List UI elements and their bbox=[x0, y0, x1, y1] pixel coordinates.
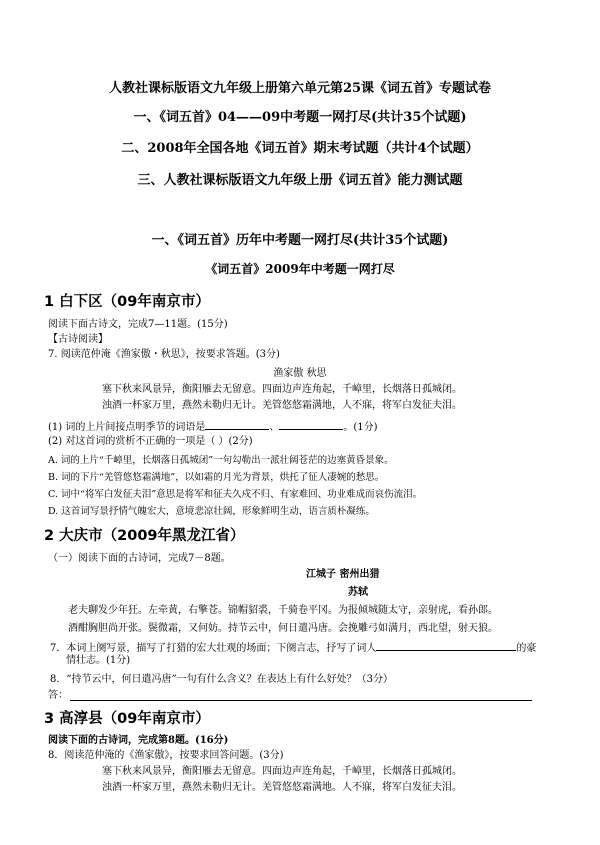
answer-line[interactable] bbox=[70, 690, 532, 701]
option-a: A. 词的上片“千嶂里，长烟落日孤城闭”一句勾勒出一派壮阔苍茫的边塞黄昏景象。 bbox=[48, 455, 394, 466]
section3-poem-line-1: 塞下秋来风景异，衡阳雁去无留意。四面边声连角起，千嶂里，长烟落日孤城闭。 bbox=[102, 766, 462, 777]
section3-poem-line-2: 浊酒一杯家万里，燕然未勒归无计。羌管悠悠霜满地。人不寐，将军白发征夫泪。 bbox=[102, 782, 462, 793]
option-b: B. 词的下片“羌管悠悠霜满地”，以如霜的月光为背景，烘托了征人凄婉的愁思。 bbox=[48, 472, 385, 483]
section3-question-8: 8．阅读范仲淹的《渔家傲》，按要求回答问题。(3分) bbox=[48, 750, 284, 761]
part1-title: 一、《词五首》历年中考题一网打尽(共计35个试题) bbox=[151, 233, 449, 248]
option-d: D. 这首词写景抒情气魄宏大，意境悲凉壮阔，形象鲜明生动，语言质朴凝练。 bbox=[48, 506, 375, 517]
answer-blank-1[interactable] bbox=[205, 419, 269, 430]
part1-subtitle: 《词五首》2009年中考题一网打尽 bbox=[205, 262, 395, 276]
section3-intro: 阅读下面的古诗词，完成第8题。(16分) bbox=[48, 735, 229, 746]
section2-intro: （一）阅读下面的古诗词，完成7－8题。 bbox=[48, 553, 231, 564]
section1-subquestion-1 bbox=[48, 419, 378, 433]
section2-poem-author: 苏轼 bbox=[348, 587, 368, 598]
option-c: C. 词中“将军白发征夫泪”意思是将军和征夫久戍不归、有家难回、功业难成而哀伤流泪。 bbox=[48, 489, 423, 500]
answer-blank-3[interactable] bbox=[376, 640, 516, 651]
answer-label: 答： bbox=[48, 690, 68, 701]
section1-heading: 1 白下区（09年南京市） bbox=[44, 294, 210, 310]
question-7-suffix: 的豪 bbox=[516, 643, 537, 654]
section1-poem-line-2: 浊酒一杯家万里，燕然未勒归无计。羌管悠悠霜满地，人不寐，将军白发征夫泪。 bbox=[102, 400, 462, 411]
answer-blank-2[interactable] bbox=[279, 419, 343, 430]
section1-tag: 【古诗阅读】 bbox=[48, 334, 108, 345]
section1-poem-title: 渔家傲 秋思 bbox=[273, 368, 327, 379]
toc-item-3: 三、人教社课标版语文九年级上册《词五首》能力测试题 bbox=[137, 173, 463, 188]
section3-heading: 3 高淳县（09年南京市） bbox=[44, 711, 210, 727]
section1-subquestion-2: (2) 对这首词的赏析不正确的一项是（ ）(2分) bbox=[48, 436, 253, 447]
toc-item-1: 一、《词五首》04——09中考题一网打尽(共计35个试题) bbox=[133, 110, 467, 125]
section2-question-8: 8．“持节云中，何日遣冯唐”一句有什么含义？在表达上有什么好处？（3分） bbox=[50, 674, 393, 685]
subquestion-1-separator: 、 bbox=[269, 422, 280, 433]
document-title: 人教社课标版语文九年级上册第六单元第25课《词五首》专题试卷 bbox=[108, 81, 492, 96]
section2-poem-line-2: 酒酣胸胆尚开张。鬓微霜，又何妨。持节云中，何日遣冯唐。会挽雕弓如满月，西北望，射天狼。 bbox=[68, 623, 498, 634]
section1-poem-line-1: 塞下秋来风景异，衡阳雁去无留意。四面边声连角起，千嶂里，长烟落日孤城闭。 bbox=[102, 384, 462, 395]
section1-intro: 阅读下面古诗文，完成7—11题。(15分) bbox=[48, 319, 228, 330]
section2-question-7-cont: 情壮志。(1分) bbox=[66, 655, 131, 666]
subquestion-1-end: 。(1分) bbox=[343, 422, 378, 433]
toc-item-2: 二、2008年全国各地《词五首》期末考试题（共计4个试题） bbox=[121, 141, 479, 156]
subquestion-1-text: (1) 词的上片间接点明季节的词语是 bbox=[48, 422, 206, 433]
section2-question-7 bbox=[50, 640, 536, 654]
section1-question-7: 7. 阅读范仲淹《渔家傲・秋思》，按要求答题。(3分) bbox=[48, 349, 280, 360]
section2-poem-line-1: 老夫聊发少年狂。左牵黄，右擎苍。锦帽貂裘，千骑卷平冈。为报倾城随太守，亲射虎，看孙郎。 bbox=[68, 605, 498, 616]
question-7-text: 7．本词上阕写景，描写了打猎的宏大壮观的场面；下阕言志，抒写了词人 bbox=[50, 643, 377, 654]
section2-poem-title: 江城子 密州出猎 bbox=[306, 569, 380, 580]
section2-heading: 2 大庆市（2009年黑龙江省） bbox=[44, 528, 245, 544]
